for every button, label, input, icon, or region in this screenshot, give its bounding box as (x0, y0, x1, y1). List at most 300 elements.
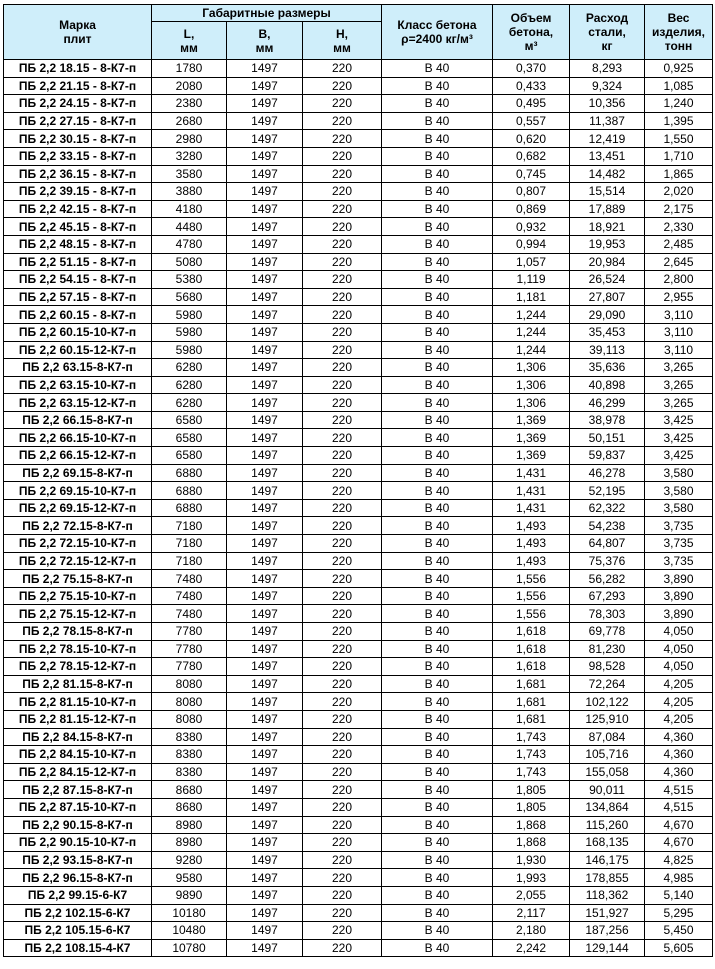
cell-concrete-class: В 40 (382, 235, 493, 253)
cell-width: 1497 (227, 605, 303, 623)
table-row (4, 394, 713, 412)
cell-volume: 1,369 (493, 429, 570, 447)
cell-length: 8380 (152, 746, 227, 764)
cell-steel: 18,921 (570, 218, 645, 236)
table-row (4, 271, 713, 289)
cell-width: 1497 (227, 130, 303, 148)
table-row (4, 253, 713, 271)
cell-width: 1497 (227, 77, 303, 95)
cell-steel: 27,807 (570, 288, 645, 306)
cell-steel: 178,855 (570, 869, 645, 887)
cell-width: 1497 (227, 816, 303, 834)
cell-steel: 52,195 (570, 482, 645, 500)
cell-concrete-class: В 40 (382, 675, 493, 693)
cell-weight: 4,670 (645, 816, 713, 834)
cell-length: 2080 (152, 77, 227, 95)
cell-volume: 1,431 (493, 499, 570, 517)
cell-length: 8980 (152, 816, 227, 834)
cell-steel: 35,636 (570, 359, 645, 377)
cell-height: 220 (303, 482, 382, 500)
cell-steel: 17,889 (570, 200, 645, 218)
cell-mark: ПБ 2,2 21.15 - 8-К7-п (4, 77, 152, 95)
cell-mark: ПБ 2,2 60.15-12-К7-п (4, 341, 152, 359)
cell-volume: 0,433 (493, 77, 570, 95)
table-row (4, 130, 713, 148)
cell-mark: ПБ 2,2 57.15 - 8-К7-п (4, 288, 152, 306)
cell-length: 2380 (152, 95, 227, 113)
cell-mark: ПБ 2,2 84.15-12-К7-п (4, 763, 152, 781)
table-row (4, 288, 713, 306)
cell-height: 220 (303, 499, 382, 517)
cell-width: 1497 (227, 710, 303, 728)
cell-width: 1497 (227, 95, 303, 113)
cell-mark: ПБ 2,2 72.15-12-К7-п (4, 552, 152, 570)
cell-weight: 4,985 (645, 869, 713, 887)
cell-height: 220 (303, 605, 382, 623)
cell-mark: ПБ 2,2 90.15-8-К7-п (4, 816, 152, 834)
cell-weight: 4,205 (645, 675, 713, 693)
cell-width: 1497 (227, 886, 303, 904)
cell-height: 220 (303, 535, 382, 553)
cell-steel: 105,716 (570, 746, 645, 764)
cell-weight: 4,360 (645, 746, 713, 764)
cell-length: 8080 (152, 693, 227, 711)
cell-length: 8980 (152, 834, 227, 852)
cell-mark: ПБ 2,2 102.15-6-К7 (4, 904, 152, 922)
cell-weight: 4,050 (645, 640, 713, 658)
cell-width: 1497 (227, 200, 303, 218)
cell-width: 1497 (227, 376, 303, 394)
table-row (4, 306, 713, 324)
table-row (4, 693, 713, 711)
cell-volume: 1,868 (493, 816, 570, 834)
cell-volume: 0,994 (493, 235, 570, 253)
cell-length: 8380 (152, 728, 227, 746)
cell-volume: 1,369 (493, 411, 570, 429)
cell-length: 8080 (152, 675, 227, 693)
header-length: L, мм (152, 22, 227, 60)
cell-height: 220 (303, 394, 382, 412)
cell-weight: 3,265 (645, 376, 713, 394)
cell-weight: 2,955 (645, 288, 713, 306)
table-row (4, 816, 713, 834)
cell-mark: ПБ 2,2 60.15 - 8-К7-п (4, 306, 152, 324)
cell-steel: 87,084 (570, 728, 645, 746)
cell-concrete-class: В 40 (382, 605, 493, 623)
cell-volume: 1,493 (493, 552, 570, 570)
cell-volume: 1,930 (493, 851, 570, 869)
cell-mark: ПБ 2,2 81.15-12-К7-п (4, 710, 152, 728)
cell-concrete-class: В 40 (382, 271, 493, 289)
table-row (4, 429, 713, 447)
table-row (4, 95, 713, 113)
cell-length: 7180 (152, 517, 227, 535)
cell-concrete-class: В 40 (382, 253, 493, 271)
cell-length: 4780 (152, 235, 227, 253)
cell-concrete-class: В 40 (382, 869, 493, 887)
table-row (4, 658, 713, 676)
cell-weight: 3,265 (645, 394, 713, 412)
cell-steel: 155,058 (570, 763, 645, 781)
cell-height: 220 (303, 798, 382, 816)
cell-steel: 67,293 (570, 587, 645, 605)
table-row (4, 235, 713, 253)
cell-volume: 1,306 (493, 359, 570, 377)
cell-concrete-class: В 40 (382, 746, 493, 764)
cell-length: 1780 (152, 60, 227, 78)
cell-width: 1497 (227, 271, 303, 289)
cell-mark: ПБ 2,2 78.15-8-К7-п (4, 623, 152, 641)
table-row (4, 640, 713, 658)
cell-steel: 39,113 (570, 341, 645, 359)
cell-height: 220 (303, 693, 382, 711)
cell-volume: 1,556 (493, 570, 570, 588)
cell-steel: 75,376 (570, 552, 645, 570)
cell-steel: 13,451 (570, 147, 645, 165)
cell-steel: 151,927 (570, 904, 645, 922)
cell-width: 1497 (227, 623, 303, 641)
cell-volume: 1,618 (493, 623, 570, 641)
cell-weight: 3,735 (645, 552, 713, 570)
cell-concrete-class: В 40 (382, 939, 493, 957)
cell-height: 220 (303, 341, 382, 359)
cell-width: 1497 (227, 746, 303, 764)
cell-weight: 2,330 (645, 218, 713, 236)
table-row (4, 165, 713, 183)
cell-steel: 29,090 (570, 306, 645, 324)
cell-width: 1497 (227, 851, 303, 869)
cell-weight: 4,205 (645, 710, 713, 728)
cell-width: 1497 (227, 658, 303, 676)
cell-length: 3580 (152, 165, 227, 183)
cell-mark: ПБ 2,2 48.15 - 8-К7-п (4, 235, 152, 253)
cell-volume: 2,242 (493, 939, 570, 957)
cell-volume: 1,805 (493, 798, 570, 816)
cell-length: 8080 (152, 710, 227, 728)
cell-volume: 1,681 (493, 693, 570, 711)
table-row (4, 605, 713, 623)
cell-mark: ПБ 2,2 66.15-8-К7-п (4, 411, 152, 429)
slab-spec-table-container (3, 4, 713, 957)
cell-steel: 72,264 (570, 675, 645, 693)
cell-length: 5980 (152, 306, 227, 324)
cell-length: 4480 (152, 218, 227, 236)
table-row (4, 710, 713, 728)
cell-width: 1497 (227, 288, 303, 306)
cell-mark: ПБ 2,2 81.15-8-К7-п (4, 675, 152, 693)
cell-weight: 3,890 (645, 587, 713, 605)
table-row (4, 939, 713, 957)
cell-steel: 102,122 (570, 693, 645, 711)
cell-concrete-class: В 40 (382, 218, 493, 236)
cell-height: 220 (303, 587, 382, 605)
table-row (4, 922, 713, 940)
cell-mark: ПБ 2,2 18.15 - 8-К7-п (4, 60, 152, 78)
cell-height: 220 (303, 235, 382, 253)
cell-volume: 1,057 (493, 253, 570, 271)
cell-weight: 4,670 (645, 834, 713, 852)
cell-volume: 2,055 (493, 886, 570, 904)
cell-weight: 4,515 (645, 781, 713, 799)
table-row (4, 359, 713, 377)
cell-mark: ПБ 2,2 96.15-8-К7-п (4, 869, 152, 887)
cell-height: 220 (303, 183, 382, 201)
cell-width: 1497 (227, 411, 303, 429)
cell-height: 220 (303, 306, 382, 324)
cell-mark: ПБ 2,2 24.15 - 8-К7-п (4, 95, 152, 113)
cell-weight: 3,890 (645, 605, 713, 623)
cell-weight: 3,735 (645, 517, 713, 535)
cell-steel: 14,482 (570, 165, 645, 183)
cell-weight: 3,580 (645, 464, 713, 482)
cell-weight: 3,110 (645, 341, 713, 359)
cell-volume: 1,556 (493, 605, 570, 623)
cell-mark: ПБ 2,2 63.15-10-К7-п (4, 376, 152, 394)
cell-concrete-class: В 40 (382, 288, 493, 306)
header-width: B, мм (227, 22, 303, 60)
cell-steel: 46,299 (570, 394, 645, 412)
cell-length: 2980 (152, 130, 227, 148)
cell-length: 9580 (152, 869, 227, 887)
cell-length: 2680 (152, 112, 227, 130)
cell-length: 5980 (152, 323, 227, 341)
cell-concrete-class: В 40 (382, 834, 493, 852)
cell-weight: 3,425 (645, 429, 713, 447)
cell-length: 5380 (152, 271, 227, 289)
cell-steel: 50,151 (570, 429, 645, 447)
cell-width: 1497 (227, 147, 303, 165)
cell-volume: 1,306 (493, 376, 570, 394)
cell-concrete-class: В 40 (382, 904, 493, 922)
cell-width: 1497 (227, 359, 303, 377)
cell-height: 220 (303, 517, 382, 535)
cell-height: 220 (303, 763, 382, 781)
cell-height: 220 (303, 886, 382, 904)
cell-mark: ПБ 2,2 69.15-10-К7-п (4, 482, 152, 500)
cell-width: 1497 (227, 763, 303, 781)
cell-weight: 4,050 (645, 658, 713, 676)
cell-volume: 1,369 (493, 447, 570, 465)
slab-spec-table (3, 4, 713, 957)
cell-concrete-class: В 40 (382, 359, 493, 377)
cell-mark: ПБ 2,2 54.15 - 8-К7-п (4, 271, 152, 289)
cell-width: 1497 (227, 798, 303, 816)
cell-length: 6580 (152, 447, 227, 465)
cell-height: 220 (303, 869, 382, 887)
cell-volume: 1,556 (493, 587, 570, 605)
table-row (4, 77, 713, 95)
cell-mark: ПБ 2,2 108.15-4-К7 (4, 939, 152, 957)
header-height: H, мм (303, 22, 382, 60)
header-concrete-volume: Объем бетона, м³ (493, 5, 570, 60)
table-row (4, 200, 713, 218)
cell-volume: 2,117 (493, 904, 570, 922)
cell-steel: 59,837 (570, 447, 645, 465)
cell-width: 1497 (227, 464, 303, 482)
cell-volume: 1,493 (493, 517, 570, 535)
table-row (4, 851, 713, 869)
cell-concrete-class: В 40 (382, 183, 493, 201)
table-row (4, 886, 713, 904)
cell-mark: ПБ 2,2 66.15-10-К7-п (4, 429, 152, 447)
cell-concrete-class: В 40 (382, 429, 493, 447)
cell-steel: 98,528 (570, 658, 645, 676)
cell-steel: 11,387 (570, 112, 645, 130)
cell-height: 220 (303, 447, 382, 465)
cell-length: 5680 (152, 288, 227, 306)
cell-volume: 0,932 (493, 218, 570, 236)
cell-length: 5080 (152, 253, 227, 271)
table-header (4, 5, 713, 60)
cell-mark: ПБ 2,2 63.15-12-К7-п (4, 394, 152, 412)
cell-volume: 0,620 (493, 130, 570, 148)
cell-mark: ПБ 2,2 90.15-10-К7-п (4, 834, 152, 852)
cell-length: 7780 (152, 623, 227, 641)
cell-volume: 1,431 (493, 482, 570, 500)
cell-volume: 1,119 (493, 271, 570, 289)
table-row (4, 376, 713, 394)
cell-steel: 40,898 (570, 376, 645, 394)
table-row (4, 552, 713, 570)
cell-weight: 5,140 (645, 886, 713, 904)
cell-steel: 8,293 (570, 60, 645, 78)
cell-width: 1497 (227, 183, 303, 201)
cell-height: 220 (303, 288, 382, 306)
cell-mark: ПБ 2,2 75.15-12-К7-п (4, 605, 152, 623)
cell-mark: ПБ 2,2 30.15 - 8-К7-п (4, 130, 152, 148)
table-row (4, 517, 713, 535)
cell-length: 3880 (152, 183, 227, 201)
cell-length: 8680 (152, 781, 227, 799)
cell-length: 6580 (152, 411, 227, 429)
cell-mark: ПБ 2,2 87.15-8-К7-п (4, 781, 152, 799)
cell-mark: ПБ 2,2 78.15-12-К7-п (4, 658, 152, 676)
cell-steel: 35,453 (570, 323, 645, 341)
cell-width: 1497 (227, 552, 303, 570)
cell-mark: ПБ 2,2 42.15 - 8-К7-п (4, 200, 152, 218)
cell-weight: 1,865 (645, 165, 713, 183)
cell-weight: 3,110 (645, 323, 713, 341)
cell-width: 1497 (227, 447, 303, 465)
cell-mark: ПБ 2,2 51.15 - 8-К7-п (4, 253, 152, 271)
table-row (4, 535, 713, 553)
cell-width: 1497 (227, 499, 303, 517)
header-mark: Марка плит (4, 5, 152, 60)
cell-steel: 20,984 (570, 253, 645, 271)
cell-mark: ПБ 2,2 33.15 - 8-К7-п (4, 147, 152, 165)
cell-concrete-class: В 40 (382, 886, 493, 904)
table-row (4, 570, 713, 588)
cell-weight: 3,425 (645, 447, 713, 465)
cell-height: 220 (303, 411, 382, 429)
cell-volume: 1,743 (493, 746, 570, 764)
cell-steel: 9,324 (570, 77, 645, 95)
cell-concrete-class: В 40 (382, 570, 493, 588)
cell-weight: 1,085 (645, 77, 713, 95)
table-row (4, 447, 713, 465)
cell-width: 1497 (227, 429, 303, 447)
cell-concrete-class: В 40 (382, 60, 493, 78)
cell-concrete-class: В 40 (382, 394, 493, 412)
cell-height: 220 (303, 359, 382, 377)
cell-concrete-class: В 40 (382, 341, 493, 359)
cell-concrete-class: В 40 (382, 447, 493, 465)
cell-weight: 1,240 (645, 95, 713, 113)
cell-height: 220 (303, 147, 382, 165)
cell-height: 220 (303, 200, 382, 218)
table-row (4, 869, 713, 887)
cell-concrete-class: В 40 (382, 587, 493, 605)
cell-volume: 1,244 (493, 323, 570, 341)
cell-steel: 26,524 (570, 271, 645, 289)
cell-length: 5980 (152, 341, 227, 359)
cell-height: 220 (303, 728, 382, 746)
cell-length: 7480 (152, 587, 227, 605)
cell-height: 220 (303, 271, 382, 289)
cell-mark: ПБ 2,2 99.15-6-К7 (4, 886, 152, 904)
cell-length: 7780 (152, 640, 227, 658)
cell-weight: 3,735 (645, 535, 713, 553)
header-concrete-class: Класс бетона ρ=2400 кг/м³ (382, 5, 493, 60)
cell-steel: 125,910 (570, 710, 645, 728)
cell-weight: 4,205 (645, 693, 713, 711)
cell-steel: 10,356 (570, 95, 645, 113)
cell-weight: 5,605 (645, 939, 713, 957)
cell-width: 1497 (227, 728, 303, 746)
table-row (4, 623, 713, 641)
cell-weight: 3,265 (645, 359, 713, 377)
cell-steel: 62,322 (570, 499, 645, 517)
cell-weight: 0,925 (645, 60, 713, 78)
cell-width: 1497 (227, 781, 303, 799)
table-row (4, 781, 713, 799)
cell-concrete-class: В 40 (382, 95, 493, 113)
cell-width: 1497 (227, 165, 303, 183)
cell-height: 220 (303, 746, 382, 764)
cell-height: 220 (303, 816, 382, 834)
cell-weight: 5,450 (645, 922, 713, 940)
cell-steel: 134,864 (570, 798, 645, 816)
cell-length: 6580 (152, 429, 227, 447)
cell-volume: 1,743 (493, 763, 570, 781)
cell-volume: 1,493 (493, 535, 570, 553)
cell-concrete-class: В 40 (382, 165, 493, 183)
cell-height: 220 (303, 675, 382, 693)
table-row (4, 728, 713, 746)
cell-volume: 1,681 (493, 710, 570, 728)
cell-steel: 168,135 (570, 834, 645, 852)
cell-steel: 38,978 (570, 411, 645, 429)
cell-width: 1497 (227, 482, 303, 500)
cell-volume: 1,868 (493, 834, 570, 852)
cell-width: 1497 (227, 535, 303, 553)
cell-weight: 1,395 (645, 112, 713, 130)
cell-width: 1497 (227, 60, 303, 78)
cell-height: 220 (303, 77, 382, 95)
cell-volume: 0,370 (493, 60, 570, 78)
cell-width: 1497 (227, 640, 303, 658)
cell-volume: 1,181 (493, 288, 570, 306)
cell-weight: 3,580 (645, 499, 713, 517)
cell-concrete-class: В 40 (382, 552, 493, 570)
cell-weight: 2,175 (645, 200, 713, 218)
cell-steel: 118,362 (570, 886, 645, 904)
cell-length: 6280 (152, 376, 227, 394)
cell-mark: ПБ 2,2 81.15-10-К7-п (4, 693, 152, 711)
cell-concrete-class: В 40 (382, 693, 493, 711)
cell-width: 1497 (227, 341, 303, 359)
cell-mark: ПБ 2,2 39.15 - 8-К7-п (4, 183, 152, 201)
